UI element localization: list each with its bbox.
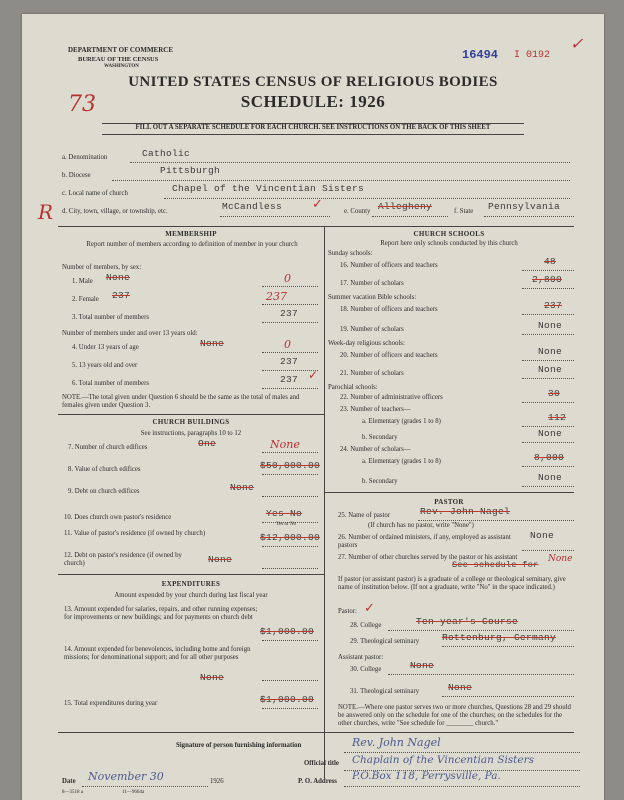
margin-number: 73 [68, 92, 96, 117]
schools-title: CHURCH SCHOOLS [413, 230, 485, 238]
q17-value: 2,800 [532, 274, 563, 285]
graduate-note: If pastor (or assistant pastor) is a graduate of a college or theological seminary, give name of institution below. (If not a graduate, write "No" in the space indicated.) [338, 576, 566, 591]
form-title: UNITED STATES CENSUS OF RELIGIOUS BODIES [128, 74, 498, 90]
q6-value: 237 [280, 374, 299, 385]
expenditures-rule [58, 574, 324, 575]
q18-line [522, 314, 574, 315]
q25-line [418, 520, 574, 521]
q21-value: None [538, 364, 563, 375]
q14-line [262, 680, 318, 681]
q9-label: 9. Debt on church edifices [68, 488, 140, 495]
q5-value: 237 [280, 356, 299, 367]
county-label: e. County [344, 208, 371, 215]
diocese-line [112, 180, 570, 181]
department-label: DEPARTMENT OF COMMERCE [68, 46, 174, 54]
check-mark-icon: ✓ [570, 36, 584, 53]
q18-value: 237 [544, 300, 563, 311]
q31-label: 31. Theological seminary [350, 688, 420, 695]
q15-line [262, 708, 318, 709]
city-label: WASHINGTON [104, 64, 139, 69]
county-line [372, 216, 448, 217]
q23b-line [522, 442, 574, 443]
address-value: P.O.Box 118, Perrysville, Pa. [352, 770, 501, 782]
check-mark-icon: ✓ [364, 600, 375, 615]
q7-typed: One [198, 438, 217, 449]
q8-line [262, 474, 318, 475]
title-divider-2 [102, 134, 524, 135]
q18-label: 18. Number of officers and teachers [340, 306, 438, 313]
signature-line [344, 752, 580, 753]
q1-line [262, 286, 318, 287]
schedule-title: SCHEDULE: 1926 [240, 92, 386, 111]
q11-label: 11. Value of pastor's residence (if owned by church) [64, 530, 206, 537]
q30-value: None [410, 660, 435, 671]
church-name-value: Chapel of the Vincentian Sisters [172, 183, 365, 194]
q19-line [522, 334, 574, 335]
q24-label: 24. Number of scholars— [340, 446, 411, 453]
q15-label: 15. Total expenditures during year [64, 700, 158, 707]
q24b-line [522, 486, 574, 487]
members-by-age: Number of members under and over 13 years old: [62, 330, 198, 337]
q5-label: 5. 13 years old and over [72, 362, 138, 369]
address-label: P. O. Address [298, 778, 337, 785]
address-line [344, 786, 580, 787]
sunday-schools-label: Sunday schools: [328, 250, 373, 257]
census-form-sheet [22, 14, 604, 800]
q27-hand-value: None [548, 554, 573, 564]
q20-value: None [538, 346, 563, 357]
q29-label: 29. Theological seminary [350, 638, 420, 645]
q3-label: 3. Total number of members [72, 314, 149, 321]
q13-value: $1,000.00 [260, 626, 315, 637]
q13-line [262, 640, 318, 641]
q9-line [262, 496, 318, 497]
q2-label: 2. Female [72, 296, 99, 303]
q9-value: None [230, 482, 255, 493]
q10-value: Yes No [266, 508, 303, 519]
city-field-label: d. City, town, village, or township, etc. [62, 208, 168, 215]
q17-line [522, 288, 574, 289]
q23a-line [522, 426, 574, 427]
q20-label: 20. Number of officers and teachers [340, 352, 438, 359]
q12-value: None [208, 554, 233, 565]
q1-typed: None [106, 272, 131, 283]
summer-schools-label: Summer vacation Bible schools: [328, 294, 417, 301]
q4-label: 4. Under 13 years of age [72, 344, 139, 351]
membership-title: MEMBERSHIP [165, 230, 217, 238]
assistant-pastor-label: Assistant pastor: [338, 654, 384, 661]
form-code: 8—3518 a [62, 790, 83, 795]
official-title-label: Official title [304, 760, 339, 767]
check-mark-icon: ✓ [312, 196, 323, 211]
form-code-2: 11—9664a [122, 790, 145, 795]
q26-label: 26. Number of ordained ministers, if any, employed as assistant pastors [338, 534, 511, 549]
buildings-intro: See instructions, paragraphs 10 to 12 [140, 430, 242, 437]
denomination-value: Catholic [142, 148, 191, 159]
q6-line [262, 388, 318, 389]
q31-value: None [448, 682, 473, 693]
q22-label: 22. Number of administrative officers [340, 394, 443, 401]
state-label: f. State [454, 208, 474, 215]
q15-value: $1,000.00 [260, 694, 315, 705]
q4-typed: None [200, 338, 225, 349]
q2-typed: 237 [112, 290, 131, 301]
county-value: Allegheny [378, 201, 433, 212]
date-label: Date [62, 778, 76, 785]
denomination-label: a. Denomination [62, 154, 108, 161]
q28-label: 28. College [350, 622, 382, 629]
q16-line [522, 270, 574, 271]
buildings-title: CHURCH BUILDINGS [152, 418, 230, 426]
q29-line [442, 646, 574, 647]
code-stamp: I 0192 [514, 50, 551, 61]
q4-value: 0 [284, 338, 291, 351]
q19-label: 19. Number of scholars [340, 326, 404, 333]
city-value: McCandless [222, 201, 283, 212]
q3-value: 237 [280, 308, 299, 319]
q20-line [522, 360, 574, 361]
check-mark-icon: ✓ [308, 368, 319, 382]
q23-label: 23. Number of teachers— [340, 406, 411, 413]
members-by-sex: Number of members, by sex: [62, 264, 142, 271]
q19-value: None [538, 320, 563, 331]
date-value: November 30 [88, 770, 164, 783]
section-top-rule [58, 226, 574, 227]
q24b-value: None [538, 472, 563, 483]
q22-value: 30 [548, 388, 561, 399]
pastor-note: NOTE.—Where one pastor serves two or more churches, Questions 28 and 29 should be answered only on the schedule for one of the churches; on the schedules for the other churches, write "See schedule for ________ church." [338, 704, 571, 727]
church-name-line [164, 198, 570, 199]
q16-value: 48 [544, 256, 557, 267]
instructions-line: FILL OUT A SEPARATE SCHEDULE FOR EACH CHURCH. SEE INSTRUCTIONS ON THE BACK OF THIS SHEET [135, 124, 491, 131]
q24a-line [522, 466, 574, 467]
q24a-value: 8,000 [534, 452, 565, 463]
membership-note: NOTE.—The total given under Question 6 should be the same as the total of males and females given under Question 3. [62, 394, 300, 409]
q12-line [262, 568, 318, 569]
q7-line [262, 452, 318, 453]
diocese-value: Pittsburgh [160, 165, 221, 176]
margin-mark: R [38, 200, 54, 224]
q6-label: 6. Total number of members [72, 380, 149, 387]
q1-value: 0 [284, 272, 291, 285]
q16-label: 16. Number of officers and teachers [340, 262, 438, 269]
q23a-value: 112 [548, 412, 567, 423]
q11-line [262, 546, 318, 547]
q28-line [388, 630, 574, 631]
state-value: Pennsylvania [488, 201, 561, 212]
q7-label: 7. Number of church edifices [68, 444, 148, 451]
pastor-title: PASTOR [434, 498, 464, 506]
q25-note: (If church has no pastor, write "None") [368, 522, 474, 529]
q2-value: 237 [266, 290, 287, 303]
signature-label: Signature of person furnishing information [176, 742, 302, 749]
q24a-label: a. Elementary (grades 1 to 8) [362, 458, 441, 465]
city-line [220, 216, 330, 217]
parochial-schools-label: Parochial schools: [328, 384, 378, 391]
expenditures-title: EXPENDITURES [161, 580, 221, 588]
q24b-label: b. Secondary [362, 478, 398, 485]
q22-line [522, 402, 574, 403]
q30-label: 30. College [350, 666, 382, 673]
q12-label: 12. Debt on pastor's residence (if owned by church) [64, 552, 182, 567]
q23b-label: b. Secondary [362, 434, 398, 441]
q10-sublabel: Yes or No [276, 522, 297, 527]
pastor-rule [324, 492, 574, 493]
bureau-label: BUREAU OF THE CENSUS [78, 56, 159, 63]
official-title-value: Chaplain of the Vincentian Sisters [352, 754, 535, 766]
q23a-label: a. Elementary (grades 1 to 8) [362, 418, 441, 425]
q26-line [522, 550, 574, 551]
q2-line [262, 304, 318, 305]
q17-label: 17. Number of scholars [340, 280, 404, 287]
buildings-rule [58, 414, 324, 415]
q23b-value: None [538, 428, 563, 439]
date-year: 1926 [210, 778, 224, 785]
q3-line [262, 322, 318, 323]
q21-label: 21. Number of scholars [340, 370, 404, 377]
q10-label: 10. Does church own pastor's residence [64, 514, 172, 521]
q13-label: 13. Amount expended for salaries, repairs, and other running expenses; for improvements or new buildings; and for payments on church debt [64, 606, 258, 621]
q8-value: $50,000.00 [260, 460, 321, 471]
serial-stamp: 16494 [462, 48, 499, 62]
diocese-label: b. Diocese [62, 172, 91, 179]
q11-value: $12,000.00 [260, 532, 321, 543]
q26-value: None [530, 530, 555, 541]
signature-value: Rev. John Nagel [352, 736, 441, 749]
q27-label: 27. Number of other churches served by the pastor or his assistant [338, 554, 518, 561]
q27-value: See schedule for [452, 560, 539, 570]
q14-label: 14. Amount expended for benevolences, including home and foreign missions; for denominational support; and for all other purposes [64, 646, 251, 661]
schools-intro: Report here only schools conducted by this church [380, 240, 518, 247]
q30-line [388, 674, 574, 675]
q28-value: Ten year's Course [416, 616, 519, 627]
weekday-schools-label: Week-day religious schools: [328, 340, 405, 347]
pastor-label: Pastor: [338, 608, 357, 615]
church-name-label: c. Local name of church [62, 190, 128, 197]
date-line [82, 786, 208, 787]
q21-line [522, 378, 574, 379]
q31-line [442, 696, 574, 697]
q25-label: 25. Name of pastor [338, 512, 391, 519]
q25-value: Rev. John Nagel [420, 506, 511, 517]
q14-value: None [200, 672, 225, 683]
membership-intro: Report number of members according to definition of member in your church [86, 241, 298, 248]
state-line [484, 216, 574, 217]
q1-label: 1. Male [72, 278, 93, 285]
q4-line [262, 352, 318, 353]
q7-hand-value: None [270, 438, 300, 451]
expenditures-intro: Amount expended by your church during last fiscal year [114, 592, 268, 599]
q8-label: 8. Value of church edifices [68, 466, 141, 473]
denomination-line [130, 162, 570, 163]
footer-rule [58, 732, 574, 733]
q29-value: Rottenburg, Germany [442, 632, 557, 643]
